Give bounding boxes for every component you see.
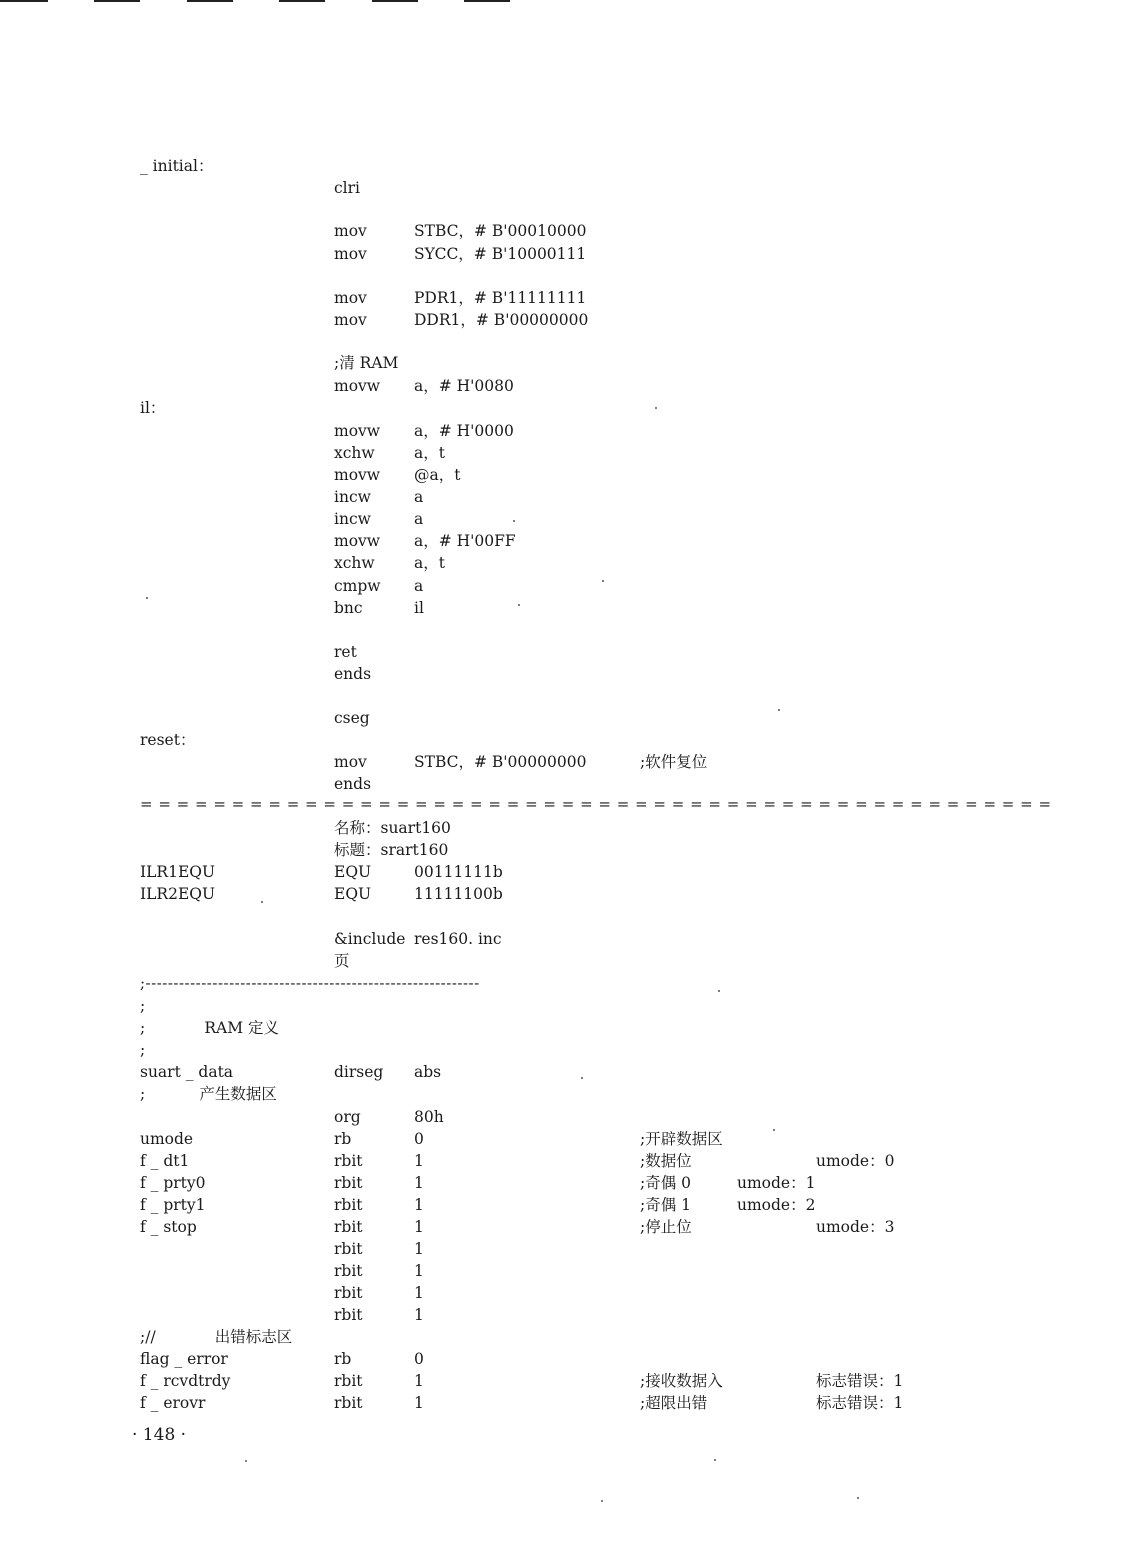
line-op: rbit	[334, 1372, 363, 1390]
line-op: dirseg	[334, 1063, 384, 1081]
code-line	[0, 839, 1122, 861]
scan-speck	[245, 1460, 247, 1462]
code-line	[0, 309, 1122, 331]
line-comment: ;软件复位	[640, 753, 708, 771]
line-arg: @a，t	[414, 466, 461, 484]
line-label: suart _ data	[140, 1063, 234, 1081]
code-line	[0, 575, 1122, 597]
line-arg: a，# H'00FF	[414, 532, 516, 550]
line-arg: 00111111b	[414, 863, 503, 881]
line-op: ends	[334, 775, 372, 793]
code-line	[0, 287, 1122, 309]
line-label: reset：	[140, 731, 196, 749]
top-edge-rule	[372, 0, 418, 2]
line-label: ;	[140, 1041, 146, 1059]
line-op: movw	[334, 532, 381, 550]
line-op: mov	[334, 311, 367, 329]
line-comment: ;数据位	[640, 1152, 692, 1170]
code-line	[0, 995, 1122, 1017]
line-op: &include	[334, 930, 406, 948]
scan-speck	[778, 709, 780, 711]
line-arg: 0	[414, 1350, 424, 1368]
code-line	[0, 1348, 1122, 1370]
code-line	[0, 464, 1122, 486]
code-line	[0, 442, 1122, 464]
line-arg: a	[414, 510, 424, 528]
code-line	[0, 883, 1122, 905]
line-comment: ;奇偶 1	[640, 1196, 692, 1214]
line-op: rbit	[334, 1394, 363, 1412]
line-op: 页	[334, 952, 350, 970]
line-extra: umode：2	[737, 1196, 816, 1214]
line-arg: 1	[414, 1372, 424, 1390]
page-number: · 148 ·	[132, 1425, 187, 1445]
line-op: cseg	[334, 709, 370, 727]
line-label: f _ dt1	[140, 1152, 190, 1170]
scan-speck	[773, 1129, 775, 1131]
line-arg: 1	[414, 1196, 424, 1214]
line-op: movw	[334, 422, 381, 440]
code-line	[0, 1150, 1122, 1172]
code-line	[0, 707, 1122, 729]
code-line	[0, 1282, 1122, 1304]
scan-speck	[518, 604, 520, 606]
scan-speck	[718, 990, 720, 992]
code-line	[0, 729, 1122, 751]
line-arg: 80h	[414, 1108, 444, 1126]
line-op: rbit	[334, 1262, 363, 1280]
line-arg: a，t	[414, 444, 445, 462]
scan-speck	[601, 1500, 603, 1502]
line-extra-right: umode：3	[816, 1218, 895, 1236]
code-line	[0, 397, 1122, 419]
code-line	[0, 177, 1122, 199]
line-comment: ;超限出错	[640, 1394, 708, 1412]
code-line	[0, 773, 1122, 795]
code-line	[0, 1326, 1122, 1348]
line-label: ; RAM 定义	[140, 1019, 280, 1037]
line-label: _ initial：	[140, 157, 214, 175]
line-arg: a	[414, 488, 424, 506]
code-line	[0, 751, 1122, 773]
line-op: rbit	[334, 1284, 363, 1302]
line-extra-right: 标志错误：1	[816, 1372, 904, 1390]
code-line	[0, 1392, 1122, 1414]
line-op: org	[334, 1108, 361, 1126]
scan-speck	[714, 1459, 716, 1461]
line-label: ILR2EQU	[140, 885, 216, 903]
line-op: ;清 RAM	[334, 354, 399, 372]
line-arg: STBC，# B'00010000	[414, 222, 587, 240]
code-line	[0, 641, 1122, 663]
code-line	[0, 928, 1122, 950]
line-op: rbit	[334, 1152, 363, 1170]
code-line	[0, 1172, 1122, 1194]
line-arg: STBC，# B'00000000	[414, 753, 587, 771]
line-comment: ;开辟数据区	[640, 1130, 723, 1148]
line-arg: res160. inc	[414, 930, 502, 948]
scan-speck	[602, 580, 604, 582]
line-op: rbit	[334, 1174, 363, 1192]
line-arg: 1	[414, 1218, 424, 1236]
top-edge-rule	[279, 0, 325, 2]
line-op: mov	[334, 289, 367, 307]
code-line	[0, 486, 1122, 508]
code-line	[0, 861, 1122, 883]
code-line	[0, 1106, 1122, 1128]
line-op: ret	[334, 643, 357, 661]
line-arg: 1	[414, 1240, 424, 1258]
line-arg: 1	[414, 1284, 424, 1302]
line-arg: a	[414, 577, 424, 595]
code-line	[0, 375, 1122, 397]
line-arg: SYCC，# B'10000111	[414, 245, 587, 263]
code-line	[0, 1128, 1122, 1150]
line-op: xchw	[334, 444, 375, 462]
line-op: ends	[334, 665, 372, 683]
dash-separator-rule: ;------------------------------------------------------------	[140, 974, 480, 992]
line-label: ;	[140, 997, 146, 1015]
code-line	[0, 552, 1122, 574]
line-arg: PDR1，# B'11111111	[414, 289, 587, 307]
line-arg: a，# H'0080	[414, 377, 514, 395]
line-arg: DDR1，# B'00000000	[414, 311, 589, 329]
line-op: rbit	[334, 1306, 363, 1324]
line-comment: ;接收数据入	[640, 1372, 723, 1390]
line-arg: il	[414, 599, 424, 617]
code-line	[0, 950, 1122, 972]
line-op: movw	[334, 466, 381, 484]
line-label: ILR1EQU	[140, 863, 216, 881]
code-line	[0, 155, 1122, 177]
code-line	[0, 597, 1122, 619]
line-op: bnc	[334, 599, 363, 617]
code-line	[0, 420, 1122, 442]
scan-speck	[146, 597, 148, 599]
scan-speck	[655, 407, 657, 409]
line-label: f _ prty1	[140, 1196, 206, 1214]
code-line	[0, 1061, 1122, 1083]
line-op: incw	[334, 510, 371, 528]
line-arg: a，t	[414, 554, 445, 572]
line-label: f _ prty0	[140, 1174, 206, 1192]
line-op: mov	[334, 245, 367, 263]
scan-speck	[513, 520, 515, 522]
line-label: f _ rcvdtrdy	[140, 1372, 231, 1390]
code-line	[0, 1039, 1122, 1061]
line-arg: 11111100b	[414, 885, 503, 903]
top-edge-rule	[0, 0, 48, 2]
line-op: rbit	[334, 1240, 363, 1258]
line-op: cmpw	[334, 577, 381, 595]
code-line	[0, 1370, 1122, 1392]
line-label: f _ stop	[140, 1218, 197, 1236]
line-extra-right: umode：0	[816, 1152, 895, 1170]
code-line	[0, 1017, 1122, 1039]
line-op: 标题：srart160	[334, 841, 449, 859]
line-label: ; 产生数据区	[140, 1085, 277, 1103]
line-arg: a，# H'0000	[414, 422, 514, 440]
line-op: EQU	[334, 885, 372, 903]
line-op: mov	[334, 753, 367, 771]
line-op: rb	[334, 1350, 352, 1368]
line-arg: abs	[414, 1063, 442, 1081]
code-line	[0, 243, 1122, 265]
line-op: incw	[334, 488, 371, 506]
code-line	[0, 1194, 1122, 1216]
code-line	[0, 1238, 1122, 1260]
top-edge-rule	[94, 0, 140, 2]
line-op: clri	[334, 179, 361, 197]
code-line	[0, 817, 1122, 839]
line-extra-right: 标志错误：1	[816, 1394, 904, 1412]
line-op: EQU	[334, 863, 372, 881]
top-edge-rule	[187, 0, 233, 2]
line-label: umode	[140, 1130, 194, 1148]
line-arg: 1	[414, 1262, 424, 1280]
code-line	[0, 1304, 1122, 1326]
line-op: xchw	[334, 554, 375, 572]
top-edge-rule	[464, 0, 510, 2]
scan-speck	[261, 901, 263, 903]
line-arg: 1	[414, 1394, 424, 1412]
line-label: il：	[140, 399, 166, 417]
line-extra: umode：1	[737, 1174, 816, 1192]
line-op: mov	[334, 222, 367, 240]
scan-speck	[857, 1497, 859, 1499]
line-comment: ;奇偶 0	[640, 1174, 692, 1192]
line-comment: ;停止位	[640, 1218, 692, 1236]
line-op: 名称：suart160	[334, 819, 451, 837]
code-line	[0, 530, 1122, 552]
line-label: f _ erovr	[140, 1394, 206, 1412]
code-line	[0, 663, 1122, 685]
line-op: movw	[334, 377, 381, 395]
code-line	[0, 1083, 1122, 1105]
line-label: ;// 出错标志区	[140, 1328, 293, 1346]
code-line	[0, 1216, 1122, 1238]
code-line	[0, 352, 1122, 374]
double-separator-rule: = = = = = = = = = = = = = = = = = = = = = = = = = = = = = = = = = = = = = = = = = = = = = = = = = =	[140, 795, 1052, 813]
code-line	[0, 220, 1122, 242]
line-label: flag _ error	[140, 1350, 228, 1368]
line-op: rbit	[334, 1218, 363, 1236]
line-op: rbit	[334, 1196, 363, 1214]
scan-speck	[581, 1077, 583, 1079]
code-line	[0, 1260, 1122, 1282]
line-arg: 1	[414, 1174, 424, 1192]
code-line	[0, 508, 1122, 530]
line-arg: 1	[414, 1152, 424, 1170]
line-arg: 0	[414, 1130, 424, 1148]
line-op: rb	[334, 1130, 352, 1148]
line-arg: 1	[414, 1306, 424, 1324]
